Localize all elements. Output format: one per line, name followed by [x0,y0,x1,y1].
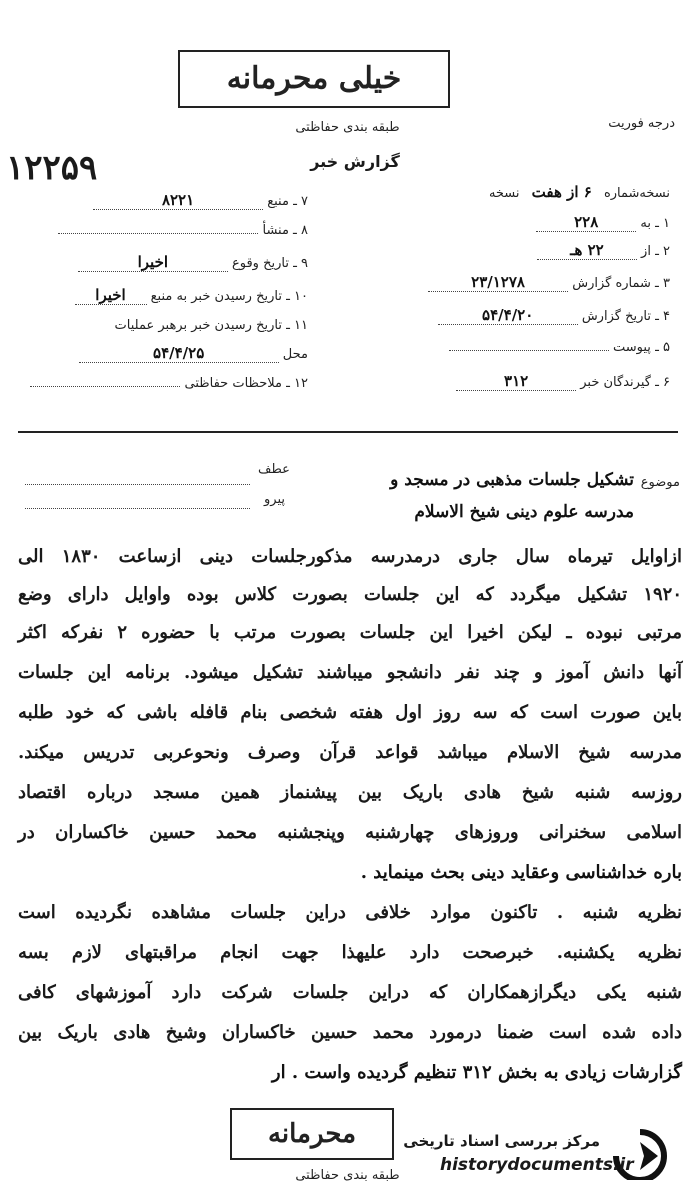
copy-number-label: نسخه‌شماره ۶ از هفت نسخه [488,183,670,201]
form-field-place: محل ۵۴/۴/۲۵ [18,344,308,363]
form-value-source: ۸۲۲۱ [93,191,263,210]
subject-line-2: مدرسه علوم دینی شیخ الاسلام [414,502,634,522]
top-classification-stamp: خیلی محرمانه [178,50,450,108]
form-value-origin [58,233,258,234]
form-value-from: ۲۲ هـ [537,241,637,260]
form-field-report-date: ۴ ـ تاریخ گزارش ۵۴/۴/۲۰ [400,306,670,325]
form-value-attachment [449,350,609,351]
form-field-from: ۲ ـ از ۲۲ هـ [410,241,670,260]
form-field-recipients: ۶ ـ گیرندگان خبر ۳۱۲ [400,372,670,391]
form-value-security-notes [30,386,180,387]
form-field-received-by-source: ۱۰ ـ تاریخ رسیدن خبر به منبع اخیرا [18,286,308,305]
body-line: روزسه شنبه شیخ هادی باریک بین پیشنماز همین مسجد درباره اقتصاد [18,782,682,803]
form-field-received-by-leader: ۱۱ ـ تاریخ رسیدن خبر برهبر عملیات [114,318,308,333]
form-value-report-date: ۵۴/۴/۲۰ [438,306,578,325]
body-line: اسلامی سخنرانی وروزهای چهارشنبه وپنجشنبه محمد حسین خاکساران در [18,822,682,843]
report-title: گزارش خبر [310,152,400,171]
form-value-occurrence-date: اخیرا [78,253,228,272]
form-field-occurrence-date: ۹ ـ تاریخ وقوع اخیرا [18,253,308,272]
body-line: نظریه یکشنبه. خبرصحت دارد علیهذا جهت انجام مراقبتهای لازم بسه [18,942,682,963]
form-value-to: ۲۲۸ [536,213,636,232]
atf-reference-line [25,484,250,485]
body-line: گزارشات زیادی به بخش ۳۱۲ تنظیم گردیده واست . ار [271,1062,682,1083]
copy-number-value: ۶ از هفت [531,183,592,201]
form-value-place: ۵۴/۴/۲۵ [79,344,279,363]
bottom-classification-stamp: محرمانه [230,1108,394,1160]
body-line: مدرسه شیخ الاسلام میباشد قواعد قرآن وصرف ونحوعربی تدریس میکند. [18,742,682,763]
form-value-received-by-source: اخیرا [75,286,147,305]
subject-line-1: تشکیل جلسات مذهبی در مسجد و [390,470,634,490]
subject-label: موضوع [640,475,680,490]
watermark-url: historydocuments.ir [440,1155,634,1175]
form-value-recipients: ۳۱۲ [456,372,576,391]
body-line: آنها دانش آموز و چند نفر دانشجو میباشند تشکیل میشود. برنامه این جلسات [18,662,682,683]
body-line: شنبه یکی دیگرازهمکاران که دراین جلسات شرکت دارد آموزشهای کافی [18,982,682,1003]
body-line: مرتبی نبوده ـ لیکن اخیرا این جلسات بصورت مرتب با حضوره ۲ نفرکه اکثر [18,622,683,643]
form-field-source: ۷ ـ منبع ۸۲۲۱ [18,191,308,210]
urgency-label: درجه فوریت [608,116,675,131]
atf-label: عطف [258,462,290,477]
body-line: ۱۹۲۰ تشکیل میگردد که این جلسات بصورت کلاس بوده واوایل دارای وضع [18,584,682,605]
classification-label: طبقه بندی حفاظتی [295,120,400,135]
form-field-attachment: ۵ ـ پیوست [400,340,670,355]
peyro-reference-line [25,508,250,509]
body-line: ازاوایل تیرماه سال جاری درمدرسه مذکورجلسات دینی ازساعت ۱۸۳۰ الی [18,546,682,567]
body-line: باین صورت است که سه روز اول هفته شخصی بنام قافله باشی که خود طلبه [18,702,682,723]
peyro-label: پیرو [264,492,285,507]
body-line: باره خداشناسی وعقاید دینی بحث مینماید . [360,862,682,883]
form-field-to: ۱ ـ به ۲۲۸ [410,213,670,232]
form-field-security-notes: ۱۲ ـ ملاحظات حفاظتی [18,376,308,391]
form-value-report-number: ۲۳/۱۲۷۸ [428,273,568,292]
form-field-origin: ۸ ـ منشأ [18,223,308,238]
watermark-text: مرکز بررسی اسناد تاریخی [403,1132,600,1150]
header-divider [18,431,678,433]
body-line: نظریه شنبه . تاکنون موارد خلافی دراین جلسات مشاهده نگردیده است [18,902,682,923]
body-line: داده شده است ضمنا درمورد محمد حسین خاکساران وشیخ هادی باریک بین [18,1022,682,1043]
footer-classification-label: طبقه بندی حفاظتی [295,1168,400,1183]
reference-number: ۱۲۲۵۹ [6,148,98,188]
form-field-report-number: ۳ ـ شماره گزارش ۲۳/۱۲۷۸ [400,273,670,292]
